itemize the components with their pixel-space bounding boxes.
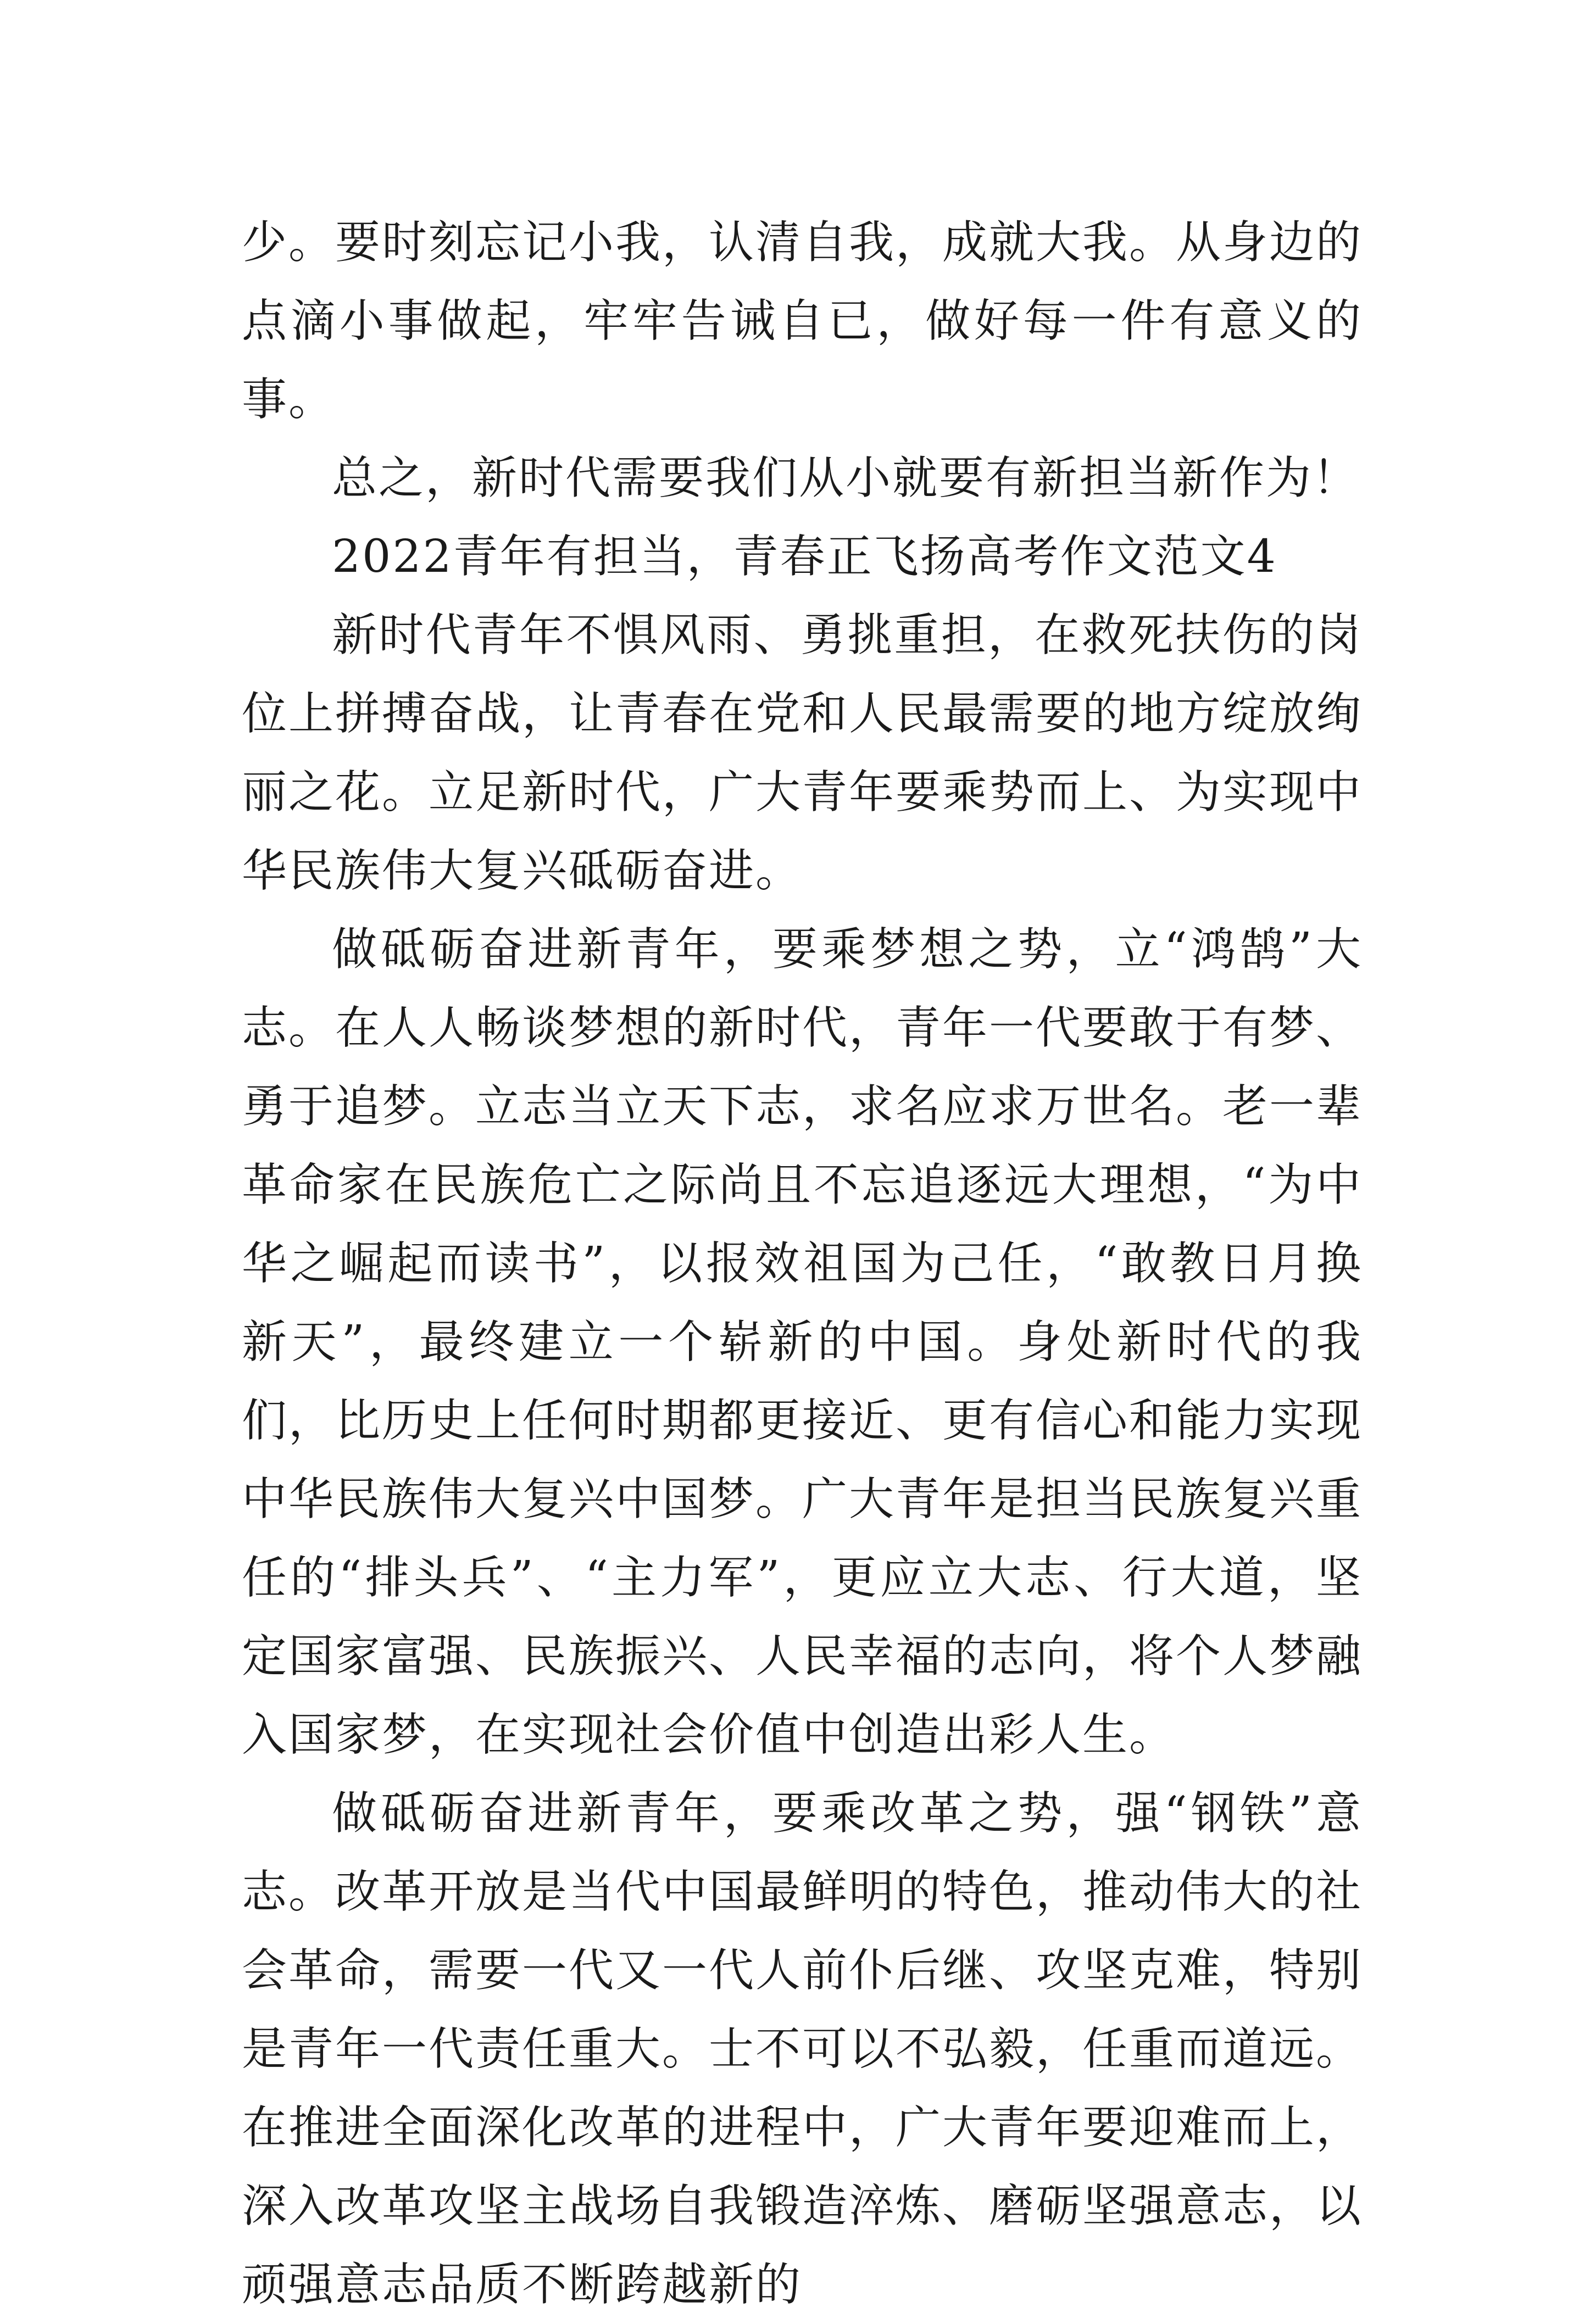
paragraph-continued: 少。要时刻忘记小我，认清自我，成就大我。从身边的点滴小事做起，牢牢告诫自已，做好每一件有意义的事。 <box>242 216 1363 426</box>
paragraph-reform: 做砥砺奋进新青年，要乘改革之势，强“钢铁”意志。改革开放是当代中国最鲜明的特色，推动伟大的社会革命，需要一代又一代人前仆后继、攻坚克难，特别是青年一代责任重大。士不可以不弘毅，任重而道远。在推进全面深化改革的进程中，广大青年要迎难而上，深入改革攻坚主战场自我锻造淬炼、磨砺坚强意志，以顽强意志品质不断跨越新的 <box>242 1787 1363 2311</box>
essay-heading: 2022青年有担当，青春正飞扬高考作文范文4 <box>332 531 1277 583</box>
paragraph-dream: 做砥砺奋进新青年，要乘梦想之势，立“鸿鹄”大志。在人人畅谈梦想的新时代，青年一代要敢于有梦、勇于追梦。立志当立天下志，求名应求万世名。老一辈革命家在民族危亡之际尚且不忘追逐远大理想，“为中华之崛起而读书”，以报效祖国为己任，“敢教日月换新天”，最终建立一个崭新的中国。身处新时代的我们，比历史上任何时期都更接近、更有信心和能力实现中华民族伟大复兴中国梦。广大青年是担当民族复兴重任的“排头兵”、“主力军”，更应立大志、行大道，坚定国家富强、民族振兴、人民幸福的志向，将个人梦融入国家梦，在实现社会价值中创造出彩人生。 <box>242 923 1363 1761</box>
paragraph-intro: 新时代青年不惧风雨、勇挑重担，在救死扶伤的岗位上拼搏奋战，让青春在党和人民最需要的地方绽放绚丽之花。立足新时代，广大青年要乘势而上、为实现中华民族伟大复兴砥砺奋进。 <box>242 609 1363 897</box>
paragraph-conclusion: 总之，新时代需要我们从小就要有新担当新作为！ <box>332 452 1360 504</box>
document-body <box>242 203 1363 2324</box>
